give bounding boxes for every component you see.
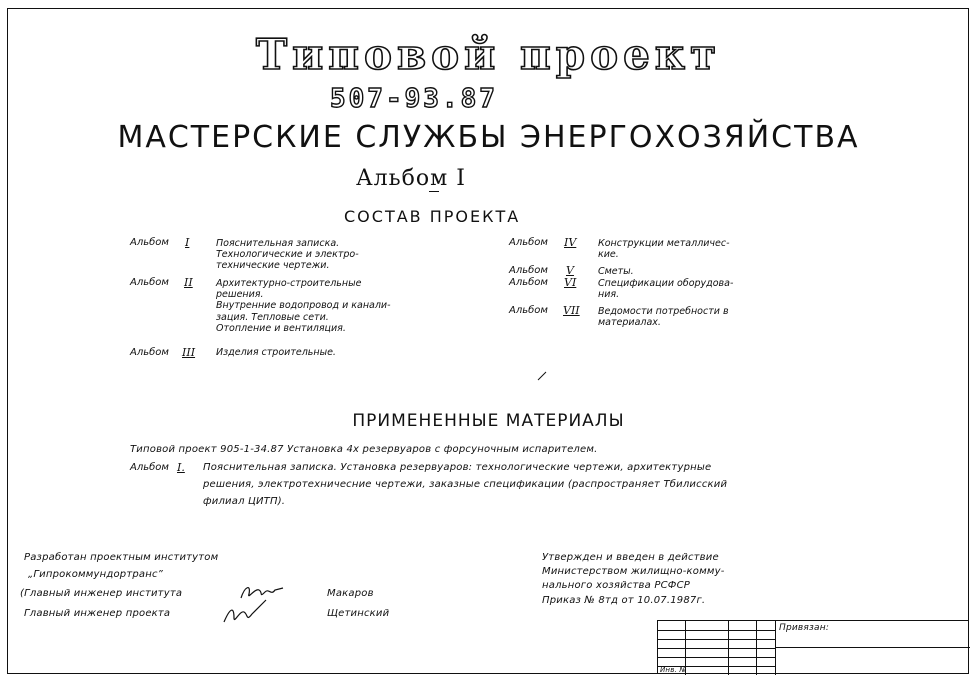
album-title-text: Альбом I — [356, 166, 466, 191]
developer-name-2: Щетинский — [327, 608, 390, 619]
right-album-7-label: Альбом — [509, 305, 548, 316]
stamp-inv-label: Инв. № — [660, 666, 687, 674]
left-album-1-label: Альбом — [130, 237, 169, 248]
left-album-2-label: Альбом — [130, 277, 169, 288]
right-album-5-num: V — [566, 264, 574, 277]
stamp-separator — [775, 647, 970, 648]
right-album-5-desc: Сметы. — [598, 266, 634, 277]
album-underline — [429, 191, 439, 192]
developer-line-2: „Гипрокоммундортранс” — [28, 569, 164, 580]
left-album-1-desc: Пояснительная записка. Технологические и электро- технические чертежи. — [216, 238, 359, 272]
materials-album-num: I. — [177, 461, 185, 474]
left-album-2-num: II — [184, 276, 193, 289]
developer-role-1-text: Главный инженер института — [24, 588, 183, 599]
stamp-row-line — [658, 657, 775, 658]
developer-name-1: Макаров — [327, 588, 374, 599]
project-number: 507-93.87 — [330, 84, 498, 114]
materials-line-2: Пояснительная записка. Установка резервуаров: технологические чертежи, архитектурные — [203, 462, 712, 473]
right-album-6-label: Альбом — [509, 277, 548, 288]
stamp-row-line — [658, 648, 775, 649]
approval-line-4: Приказ № 8тд от 10.07.1987г. — [542, 595, 706, 606]
composition-heading: СОСТАВ ПРОЕКТА — [344, 207, 521, 226]
right-album-7-desc: Ведомости потребности в материалах. — [598, 306, 729, 329]
right-album-6-desc: Спецификации оборудова- ния. — [598, 278, 734, 301]
developer-role-2: Главный инженер проекта — [24, 608, 171, 619]
stamp-bound-label: Привязан: — [779, 623, 830, 633]
pencil-mark — [536, 370, 548, 382]
project-name: МАСТЕРСКИЕ СЛУЖБЫ ЭНЕРГОХОЗЯЙСТВА — [117, 120, 860, 155]
stamp-col-line — [775, 621, 776, 675]
left-album-3-num: III — [182, 346, 196, 359]
left-album-1-num: I — [185, 236, 190, 249]
signature-2 — [220, 598, 272, 628]
right-album-6-num: VI — [564, 276, 577, 289]
developer-line-1: Разработан проектным институтом — [24, 552, 219, 563]
stamp-col-line — [728, 621, 729, 675]
approval-line-1: Утвержден и введен в действие — [542, 552, 719, 563]
right-album-7-num: VII — [563, 304, 580, 317]
stamp-row-line — [658, 639, 775, 640]
right-album-4-label: Альбом — [509, 237, 548, 248]
left-album-3-desc: Изделия строительные. — [216, 347, 336, 358]
approval-line-3: нального хозяйства РСФСР — [542, 580, 690, 591]
materials-line-1: Типовой проект 905-1-34.87 Установка 4х резервуаров с форсуночным испарителем. — [130, 444, 598, 455]
materials-heading: ПРИМЕНЕННЫЕ МАТЕРИАЛЫ — [352, 411, 625, 431]
materials-line-4: филиал ЦИТП). — [203, 496, 286, 507]
document-title: Типовой проект — [255, 30, 722, 79]
approval-line-2: Министерством жилищно-комму- — [542, 566, 725, 577]
developer-role-1: (Главный инженер института — [20, 588, 183, 599]
right-album-5-label: Альбом — [509, 265, 548, 276]
left-album-2-desc: Архитектурно-строительные решения. Внутренние водопровод и канали- зация. Тепловые сети. Отопление и вентиляция. — [216, 278, 391, 334]
album-title — [356, 166, 466, 191]
title-stamp — [657, 620, 969, 674]
left-album-3-label: Альбом — [130, 347, 169, 358]
stamp-col-line — [756, 621, 757, 675]
right-album-4-num: IV — [564, 236, 577, 249]
stamp-row-line — [658, 630, 775, 631]
materials-album-label: Альбом — [130, 462, 169, 473]
right-album-4-desc: Конструкции металличес- кие. — [598, 238, 730, 261]
materials-line-3: решения, электротехничесние чертежи, заказные спецификации (распространяет Тбилисский — [203, 479, 728, 490]
